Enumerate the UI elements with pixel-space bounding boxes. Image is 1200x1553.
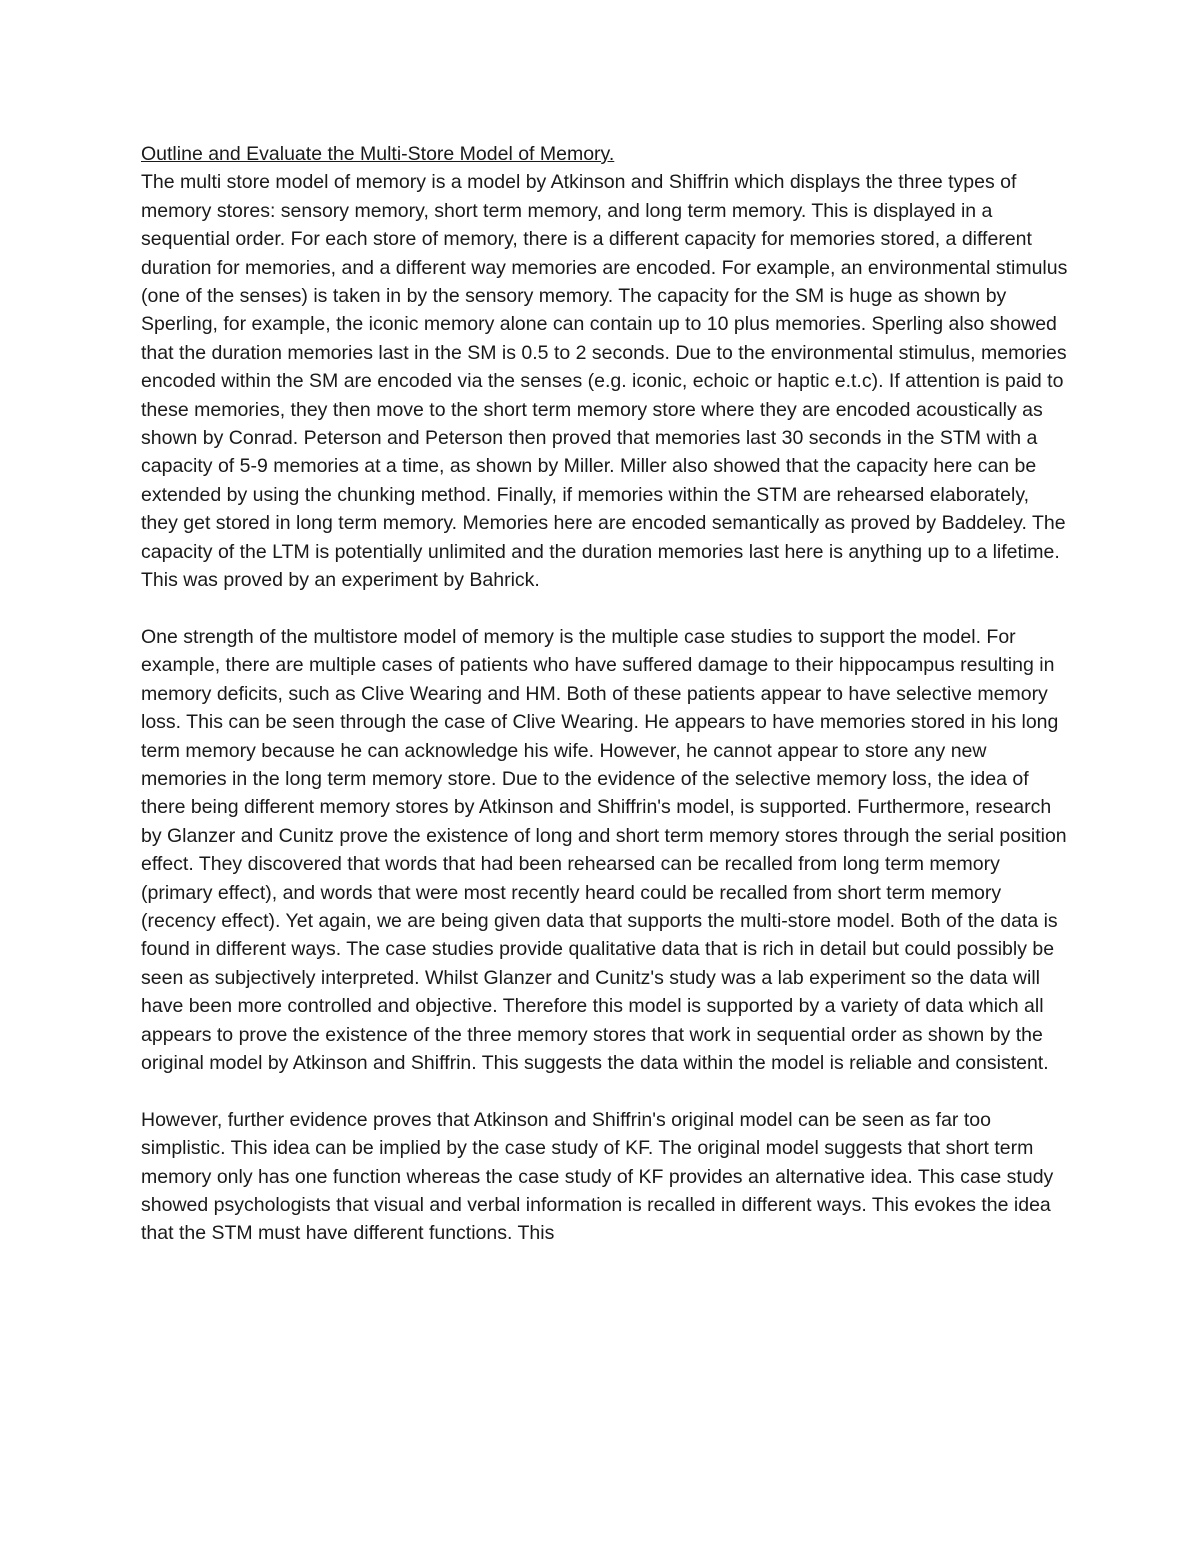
paragraph-weakness: However, further evidence proves that Atkinson and Shiffrin's original model can be seen as far too simplistic. This idea can be implied by the case study of KF. The original model suggests that short term memory only has one function whereas the case study of KF provides an alternative idea. This case study showed psychologists that visual and verbal information is recalled in different ways. This evokes the idea that the STM must have different functions. This [141,1108,1054,1245]
paragraph-outline: The multi store model of memory is a model by Atkinson and Shiffrin which displays the three types of memory stores: sensory memory, short term memory, and long term memory. This is displayed in a sequential order. For each store of memory, there is a different capacity for memories stored, a different duration for memories, and a different way memories are encoded. For example, an environmental stimulus (one of the senses) is taken in by the sensory memory. The capacity for the SM is huge as shown by Sperling, for example, the iconic memory alone can contain up to 10 plus memories. Sperling also showed that the duration memories last in the SM is 0.5 to 2 seconds. Due to the environmental stimulus, memories encoded within the SM are encoded via the senses (e.g. iconic, echoic or haptic e.t.c). If attention is paid to these memories, they then move to the short term memory store where they are encoded acoustically as shown by Conrad. Peterson and Peterson then proved that memories last 30 seconds in the STM with a capacity of 5-9 memories at a time, as shown by Miller. Miller also showed that the capacity here can be extended by using the chunking method. Finally, if memories within the STM are rehearsed elaborately, they get stored in long term memory. Memories here are encoded semantically as proved by Baddeley. The capacity of the LTM is potentially unlimited and the duration memories last here is anything up to a lifetime. This was proved by an experiment by Bahrick. [141,171,1068,592]
paragraph-strength: One strength of the multistore model of memory is the multiple case studies to support the model. For example, there are multiple cases of patients who have suffered damage to their hippocampus resulting in memory deficits, such as Clive Wearing and HM. Both of these patients appear to have selective memory loss. This can be seen through the case of Clive Wearing. He appears to have memories stored in his long term memory because he can acknowledge his wife. However, he cannot appear to store any new memories in the long term memory store. Due to the evidence of the selective memory loss, the idea of there being different memory stores by Atkinson and Shiffrin's model, is supported. Furthermore, research by Glanzer and Cunitz prove the existence of long and short term memory stores through the serial position effect. They discovered that words that had been rehearsed can be recalled from long term memory (primary effect), and words that were most recently heard could be recalled from short term memory (recency effect). Yet again, we are being given data that supports the multi-store model. Both of the data is found in different ways. The case studies provide qualitative data that is rich in detail but could possibly be seen as subjectively interpreted. Whilst Glanzer and Cunitz's study was a lab experiment so the data will have been more controlled and objective. Therefore this model is supported by a variety of data which all appears to prove the existence of the three memory stores that work in sequential order as shown by the original model by Atkinson and Shiffrin. This suggests the data within the model is reliable and consistent. [141,625,1067,1074]
document-title: Outline and Evaluate the Multi-Store Model of Memory. [141,143,615,165]
document-body [141,140,1071,1248]
